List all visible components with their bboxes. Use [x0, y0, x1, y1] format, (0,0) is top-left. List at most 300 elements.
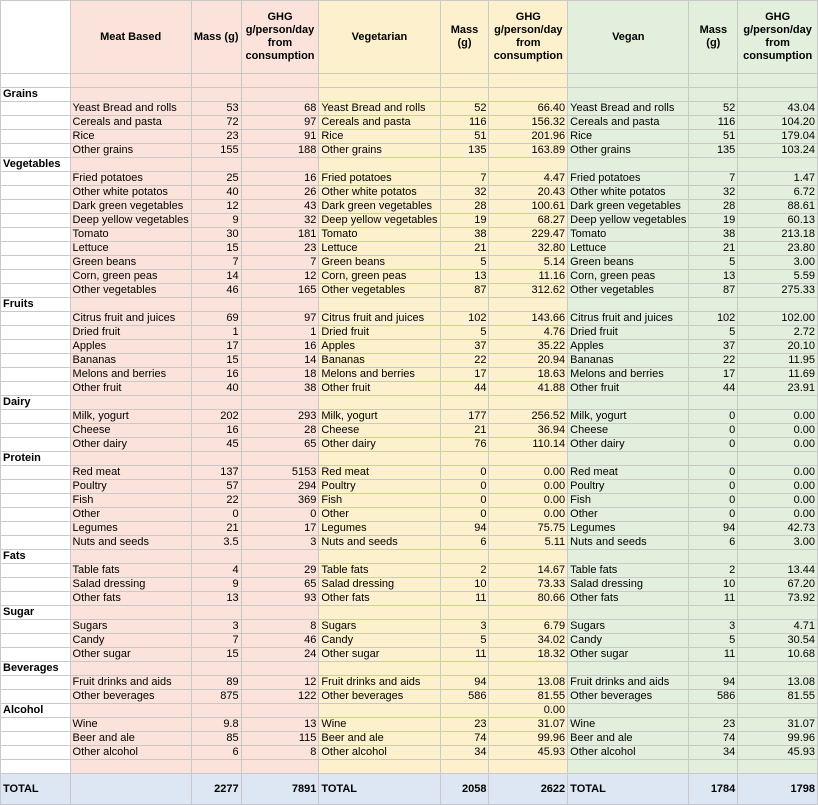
meat-mass[interactable]: 15	[191, 242, 241, 256]
meat-item[interactable]: Dark green vegetables	[70, 200, 191, 214]
cell[interactable]	[440, 452, 489, 466]
cell[interactable]	[70, 662, 191, 676]
cell[interactable]	[241, 74, 319, 88]
vegan-mass[interactable]: 19	[689, 214, 738, 228]
vegan-item[interactable]: Yeast Bread and rolls	[568, 102, 689, 116]
cell[interactable]	[319, 88, 440, 102]
cell[interactable]	[738, 662, 818, 676]
meat-mass[interactable]: 15	[191, 354, 241, 368]
vegan-ghg[interactable]: 99.96	[738, 732, 818, 746]
veg-ghg[interactable]: 312.62	[489, 284, 568, 298]
total-vegan-label[interactable]: TOTAL	[568, 774, 689, 805]
meat-item[interactable]: Yeast Bread and rolls	[70, 102, 191, 116]
veg-ghg[interactable]: 0.00	[489, 508, 568, 522]
cell[interactable]	[738, 298, 818, 312]
cell[interactable]	[440, 662, 489, 676]
cell[interactable]	[568, 158, 689, 172]
meat-item[interactable]: Lettuce	[70, 242, 191, 256]
meat-mass[interactable]: 155	[191, 144, 241, 158]
category-label[interactable]: Vegetables	[1, 158, 71, 172]
vegan-mass[interactable]: 102	[689, 312, 738, 326]
vegan-ghg[interactable]: 0.00	[738, 494, 818, 508]
vegan-mass[interactable]: 2	[689, 564, 738, 578]
cell[interactable]	[319, 158, 440, 172]
cell[interactable]	[1, 676, 71, 690]
vegan-ghg[interactable]: 213.18	[738, 228, 818, 242]
vegan-ghg[interactable]: 1.47	[738, 172, 818, 186]
cell[interactable]	[241, 88, 319, 102]
cell[interactable]	[70, 396, 191, 410]
cell[interactable]	[738, 760, 818, 774]
cell[interactable]	[489, 158, 568, 172]
cell[interactable]	[489, 396, 568, 410]
cell[interactable]	[1, 186, 71, 200]
meat-ghg[interactable]: 18	[241, 368, 319, 382]
veg-mass[interactable]: 19	[440, 214, 489, 228]
veg-mass[interactable]: 94	[440, 676, 489, 690]
cell[interactable]	[70, 74, 191, 88]
meat-item[interactable]: Beer and ale	[70, 732, 191, 746]
meat-ghg[interactable]: 93	[241, 592, 319, 606]
vegan-item[interactable]: Dark green vegetables	[568, 200, 689, 214]
cell[interactable]	[191, 452, 241, 466]
header-meat-mass[interactable]: Mass (g)	[191, 1, 241, 74]
veg-ghg[interactable]: 45.93	[489, 746, 568, 760]
cell[interactable]	[738, 452, 818, 466]
vegan-ghg[interactable]: 11.95	[738, 354, 818, 368]
veg-item[interactable]: Other alcohol	[319, 746, 440, 760]
vegan-mass[interactable]: 22	[689, 354, 738, 368]
veg-ghg[interactable]: 4.47	[489, 172, 568, 186]
cell[interactable]	[489, 74, 568, 88]
meat-mass[interactable]: 1	[191, 326, 241, 340]
veg-item[interactable]: Tomato	[319, 228, 440, 242]
cell[interactable]	[1, 508, 71, 522]
veg-mass[interactable]: 32	[440, 186, 489, 200]
vegan-item[interactable]: Other beverages	[568, 690, 689, 704]
meat-ghg[interactable]: 17	[241, 522, 319, 536]
cell[interactable]	[241, 606, 319, 620]
vegan-mass[interactable]: 44	[689, 382, 738, 396]
cell[interactable]	[689, 88, 738, 102]
vegan-ghg[interactable]: 179.04	[738, 130, 818, 144]
vegan-mass[interactable]: 32	[689, 186, 738, 200]
meat-mass[interactable]: 7	[191, 634, 241, 648]
vegan-mass[interactable]: 0	[689, 466, 738, 480]
cell[interactable]	[440, 550, 489, 564]
meat-ghg[interactable]: 29	[241, 564, 319, 578]
cell[interactable]	[1, 732, 71, 746]
vegan-item[interactable]: Other sugar	[568, 648, 689, 662]
vegan-item[interactable]: Cereals and pasta	[568, 116, 689, 130]
meat-mass[interactable]: 40	[191, 186, 241, 200]
veg-item[interactable]: Nuts and seeds	[319, 536, 440, 550]
cell[interactable]	[738, 606, 818, 620]
cell[interactable]	[191, 606, 241, 620]
veg-ghg[interactable]: 5.14	[489, 256, 568, 270]
cell[interactable]	[241, 704, 319, 718]
veg-item[interactable]: Citrus fruit and juices	[319, 312, 440, 326]
veg-mass[interactable]: 6	[440, 536, 489, 550]
vegan-ghg[interactable]: 67.20	[738, 578, 818, 592]
veg-mass[interactable]: 23	[440, 718, 489, 732]
meat-item[interactable]: Milk, yogurt	[70, 410, 191, 424]
meat-item[interactable]: Other fats	[70, 592, 191, 606]
veg-ghg[interactable]: 80.66	[489, 592, 568, 606]
meat-ghg[interactable]: 1	[241, 326, 319, 340]
vegan-item[interactable]: Lettuce	[568, 242, 689, 256]
header-vegetarian[interactable]: Vegetarian	[319, 1, 440, 74]
cell[interactable]	[1, 270, 71, 284]
cell[interactable]	[1, 144, 71, 158]
cell[interactable]	[568, 550, 689, 564]
veg-mass[interactable]: 5	[440, 256, 489, 270]
cell[interactable]	[1, 760, 71, 774]
category-label[interactable]: Beverages	[1, 662, 71, 676]
cell[interactable]	[241, 550, 319, 564]
veg-mass[interactable]: 37	[440, 340, 489, 354]
cell[interactable]	[489, 298, 568, 312]
meat-ghg[interactable]: 97	[241, 312, 319, 326]
meat-mass[interactable]: 7	[191, 256, 241, 270]
veg-ghg[interactable]: 11.16	[489, 270, 568, 284]
veg-item[interactable]: Lettuce	[319, 242, 440, 256]
meat-ghg[interactable]: 13	[241, 718, 319, 732]
vegan-item[interactable]: Candy	[568, 634, 689, 648]
veg-item[interactable]: Melons and berries	[319, 368, 440, 382]
vegan-mass[interactable]: 94	[689, 522, 738, 536]
meat-mass[interactable]: 202	[191, 410, 241, 424]
meat-mass[interactable]: 9.8	[191, 718, 241, 732]
cell[interactable]	[689, 158, 738, 172]
veg-item[interactable]: Dark green vegetables	[319, 200, 440, 214]
vegan-item[interactable]: Cheese	[568, 424, 689, 438]
meat-ghg[interactable]: 293	[241, 410, 319, 424]
veg-ghg[interactable]: 81.55	[489, 690, 568, 704]
meat-mass[interactable]: 9	[191, 578, 241, 592]
vegan-mass[interactable]: 28	[689, 200, 738, 214]
veg-mass[interactable]: 0	[440, 466, 489, 480]
total-meat-ghg[interactable]: 7891	[241, 774, 319, 805]
meat-item[interactable]: Citrus fruit and juices	[70, 312, 191, 326]
veg-mass[interactable]: 22	[440, 354, 489, 368]
veg-mass[interactable]: 116	[440, 116, 489, 130]
cell[interactable]	[191, 88, 241, 102]
vegan-ghg[interactable]: 0.00	[738, 480, 818, 494]
veg-mass[interactable]: 7	[440, 172, 489, 186]
vegan-ghg[interactable]: 3.00	[738, 536, 818, 550]
meat-item[interactable]: Corn, green peas	[70, 270, 191, 284]
vegan-mass[interactable]: 0	[689, 410, 738, 424]
vegan-mass[interactable]: 0	[689, 480, 738, 494]
vegan-mass[interactable]: 5	[689, 326, 738, 340]
vegan-item[interactable]: Other alcohol	[568, 746, 689, 760]
meat-mass[interactable]: 6	[191, 746, 241, 760]
veg-mass[interactable]: 28	[440, 200, 489, 214]
vegan-mass[interactable]: 17	[689, 368, 738, 382]
veg-ghg[interactable]: 75.75	[489, 522, 568, 536]
meat-item[interactable]: Other fruit	[70, 382, 191, 396]
cell[interactable]	[689, 662, 738, 676]
meat-mass[interactable]: 17	[191, 340, 241, 354]
total-veg-ghg[interactable]: 2622	[489, 774, 568, 805]
meat-item[interactable]: Green beans	[70, 256, 191, 270]
header-veg-ghg[interactable]: GHG g/person/day from consumption	[489, 1, 568, 74]
cell[interactable]	[241, 396, 319, 410]
cell[interactable]	[1, 382, 71, 396]
veg-item[interactable]: Legumes	[319, 522, 440, 536]
meat-ghg[interactable]: 181	[241, 228, 319, 242]
veg-ghg[interactable]: 229.47	[489, 228, 568, 242]
cell[interactable]	[241, 298, 319, 312]
meat-item[interactable]: Other vegetables	[70, 284, 191, 298]
meat-item[interactable]: Table fats	[70, 564, 191, 578]
meat-item[interactable]: Red meat	[70, 466, 191, 480]
cell[interactable]	[568, 704, 689, 718]
category-label[interactable]: Alcohol	[1, 704, 71, 718]
vegan-mass[interactable]: 6	[689, 536, 738, 550]
veg-item[interactable]: Yeast Bread and rolls	[319, 102, 440, 116]
vegan-item[interactable]: Apples	[568, 340, 689, 354]
meat-ghg[interactable]: 91	[241, 130, 319, 144]
cell[interactable]	[319, 74, 440, 88]
header-vegan-ghg[interactable]: GHG g/person/day from consumption	[738, 1, 818, 74]
veg-mass[interactable]: 13	[440, 270, 489, 284]
vegan-item[interactable]: Table fats	[568, 564, 689, 578]
meat-ghg[interactable]: 65	[241, 438, 319, 452]
veg-item[interactable]: Poultry	[319, 480, 440, 494]
meat-item[interactable]: Legumes	[70, 522, 191, 536]
vegan-item[interactable]: Beer and ale	[568, 732, 689, 746]
vegan-mass[interactable]: 5	[689, 256, 738, 270]
vegan-ghg[interactable]: 60.13	[738, 214, 818, 228]
veg-item[interactable]: Sugars	[319, 620, 440, 634]
veg-mass[interactable]: 38	[440, 228, 489, 242]
cell[interactable]	[1, 312, 71, 326]
vegan-mass[interactable]: 37	[689, 340, 738, 354]
veg-ghg[interactable]: 6.79	[489, 620, 568, 634]
cell[interactable]	[191, 158, 241, 172]
meat-ghg[interactable]: 7	[241, 256, 319, 270]
header-meat-ghg[interactable]: GHG g/person/day from consumption	[241, 1, 319, 74]
meat-item[interactable]: Bananas	[70, 354, 191, 368]
vegan-item[interactable]: Fried potatoes	[568, 172, 689, 186]
vegan-item[interactable]: Nuts and seeds	[568, 536, 689, 550]
cell[interactable]	[489, 606, 568, 620]
veg-item[interactable]: Other sugar	[319, 648, 440, 662]
veg-ghg[interactable]: 5.11	[489, 536, 568, 550]
cell[interactable]	[568, 662, 689, 676]
cell[interactable]	[689, 298, 738, 312]
cell[interactable]	[1, 648, 71, 662]
meat-item[interactable]: Tomato	[70, 228, 191, 242]
vegan-ghg[interactable]: 23.80	[738, 242, 818, 256]
veg-ghg[interactable]: 156.32	[489, 116, 568, 130]
vegan-ghg[interactable]: 0.00	[738, 466, 818, 480]
vegan-item[interactable]: Fish	[568, 494, 689, 508]
cell[interactable]	[568, 396, 689, 410]
veg-item[interactable]: Other fruit	[319, 382, 440, 396]
veg-ghg[interactable]: 14.67	[489, 564, 568, 578]
veg-ghg[interactable]: 32.80	[489, 242, 568, 256]
cell[interactable]	[1, 424, 71, 438]
veg-mass[interactable]: 52	[440, 102, 489, 116]
veg-mass[interactable]: 34	[440, 746, 489, 760]
cell[interactable]	[568, 88, 689, 102]
veg-mass[interactable]: 11	[440, 592, 489, 606]
cell[interactable]	[191, 298, 241, 312]
cell[interactable]	[1, 564, 71, 578]
meat-ghg[interactable]: 65	[241, 578, 319, 592]
vegan-item[interactable]: Fruit drinks and aids	[568, 676, 689, 690]
meat-item[interactable]: Cereals and pasta	[70, 116, 191, 130]
cell[interactable]	[1, 74, 71, 88]
veg-item[interactable]: Dried fruit	[319, 326, 440, 340]
cell[interactable]	[1, 620, 71, 634]
total-vegan-mass[interactable]: 1784	[689, 774, 738, 805]
veg-mass[interactable]: 5	[440, 634, 489, 648]
meat-item[interactable]: Other white potatos	[70, 186, 191, 200]
category-label[interactable]: Sugar	[1, 606, 71, 620]
veg-mass[interactable]: 94	[440, 522, 489, 536]
veg-ghg[interactable]: 34.02	[489, 634, 568, 648]
veg-ghg[interactable]: 256.52	[489, 410, 568, 424]
meat-ghg[interactable]: 294	[241, 480, 319, 494]
cell[interactable]	[70, 452, 191, 466]
meat-ghg[interactable]: 369	[241, 494, 319, 508]
vegan-item[interactable]: Other vegetables	[568, 284, 689, 298]
veg-ghg-cell[interactable]: 0.00	[489, 704, 568, 718]
vegan-item[interactable]: Wine	[568, 718, 689, 732]
header-vegan-mass[interactable]: Mass (g)	[689, 1, 738, 74]
veg-mass[interactable]: 87	[440, 284, 489, 298]
veg-mass[interactable]: 10	[440, 578, 489, 592]
cell[interactable]	[1, 410, 71, 424]
category-label[interactable]: Protein	[1, 452, 71, 466]
cell[interactable]	[70, 298, 191, 312]
vegan-ghg[interactable]: 20.10	[738, 340, 818, 354]
meat-ghg[interactable]: 28	[241, 424, 319, 438]
veg-ghg[interactable]: 18.32	[489, 648, 568, 662]
veg-ghg[interactable]: 68.27	[489, 214, 568, 228]
veg-item[interactable]: Apples	[319, 340, 440, 354]
cell[interactable]	[319, 452, 440, 466]
header-veg-mass[interactable]: Mass (g)	[440, 1, 489, 74]
meat-ghg[interactable]: 0	[241, 508, 319, 522]
cell[interactable]	[440, 88, 489, 102]
cell[interactable]	[489, 760, 568, 774]
meat-mass[interactable]: 137	[191, 466, 241, 480]
total-veg-mass[interactable]: 2058	[440, 774, 489, 805]
cell[interactable]	[70, 158, 191, 172]
meat-mass[interactable]: 21	[191, 522, 241, 536]
meat-item[interactable]: Other dairy	[70, 438, 191, 452]
veg-mass[interactable]: 3	[440, 620, 489, 634]
meat-ghg[interactable]: 97	[241, 116, 319, 130]
cell[interactable]	[1, 242, 71, 256]
cell[interactable]	[319, 298, 440, 312]
veg-item[interactable]: Other fats	[319, 592, 440, 606]
meat-mass[interactable]: 40	[191, 382, 241, 396]
meat-ghg[interactable]: 12	[241, 676, 319, 690]
veg-ghg[interactable]: 66.40	[489, 102, 568, 116]
meat-ghg[interactable]: 165	[241, 284, 319, 298]
veg-item[interactable]: Salad dressing	[319, 578, 440, 592]
veg-mass[interactable]: 102	[440, 312, 489, 326]
meat-item[interactable]: Fish	[70, 494, 191, 508]
veg-mass[interactable]: 586	[440, 690, 489, 704]
veg-ghg[interactable]: 20.43	[489, 186, 568, 200]
meat-item[interactable]: Other beverages	[70, 690, 191, 704]
meat-item[interactable]: Other sugar	[70, 648, 191, 662]
meat-mass[interactable]: 12	[191, 200, 241, 214]
cell[interactable]	[1, 102, 71, 116]
vegan-item[interactable]: Other grains	[568, 144, 689, 158]
cell[interactable]	[440, 606, 489, 620]
vegan-ghg[interactable]: 4.71	[738, 620, 818, 634]
cell[interactable]	[1, 284, 71, 298]
vegan-item[interactable]: Citrus fruit and juices	[568, 312, 689, 326]
veg-mass[interactable]: 21	[440, 424, 489, 438]
meat-item[interactable]: Sugars	[70, 620, 191, 634]
vegan-ghg[interactable]: 11.69	[738, 368, 818, 382]
veg-item[interactable]: Rice	[319, 130, 440, 144]
cell[interactable]	[319, 704, 440, 718]
cell[interactable]	[1, 592, 71, 606]
veg-mass[interactable]: 0	[440, 508, 489, 522]
vegan-mass[interactable]: 87	[689, 284, 738, 298]
veg-ghg[interactable]: 163.89	[489, 144, 568, 158]
veg-mass[interactable]: 0	[440, 494, 489, 508]
veg-item[interactable]: Corn, green peas	[319, 270, 440, 284]
vegan-item[interactable]: Bananas	[568, 354, 689, 368]
veg-mass[interactable]: 0	[440, 480, 489, 494]
veg-mass[interactable]: 76	[440, 438, 489, 452]
category-label[interactable]: Fruits	[1, 298, 71, 312]
vegan-ghg[interactable]: 0.00	[738, 508, 818, 522]
header-meat-based[interactable]: Meat Based	[70, 1, 191, 74]
vegan-ghg[interactable]: 13.08	[738, 676, 818, 690]
cell[interactable]	[1, 466, 71, 480]
veg-ghg[interactable]: 13.08	[489, 676, 568, 690]
vegan-mass[interactable]: 38	[689, 228, 738, 242]
cell[interactable]	[689, 396, 738, 410]
cell[interactable]	[70, 760, 191, 774]
veg-ghg[interactable]: 35.22	[489, 340, 568, 354]
cell[interactable]	[1, 578, 71, 592]
veg-item[interactable]: Other beverages	[319, 690, 440, 704]
meat-mass[interactable]: 13	[191, 592, 241, 606]
vegan-mass[interactable]: 0	[689, 424, 738, 438]
vegan-ghg[interactable]: 275.33	[738, 284, 818, 298]
cell[interactable]	[1, 354, 71, 368]
vegan-mass[interactable]: 586	[689, 690, 738, 704]
meat-mass[interactable]: 53	[191, 102, 241, 116]
cell[interactable]	[1, 480, 71, 494]
meat-ghg[interactable]: 12	[241, 270, 319, 284]
category-label[interactable]: Dairy	[1, 396, 71, 410]
meat-mass[interactable]: 45	[191, 438, 241, 452]
vegan-item[interactable]: Melons and berries	[568, 368, 689, 382]
meat-item[interactable]: Dried fruit	[70, 326, 191, 340]
veg-ghg[interactable]: 0.00	[489, 494, 568, 508]
meat-mass[interactable]: 16	[191, 424, 241, 438]
meat-item[interactable]: Cheese	[70, 424, 191, 438]
meat-item[interactable]: Salad dressing	[70, 578, 191, 592]
cell[interactable]	[191, 704, 241, 718]
vegan-item[interactable]: Legumes	[568, 522, 689, 536]
vegan-mass[interactable]: 23	[689, 718, 738, 732]
